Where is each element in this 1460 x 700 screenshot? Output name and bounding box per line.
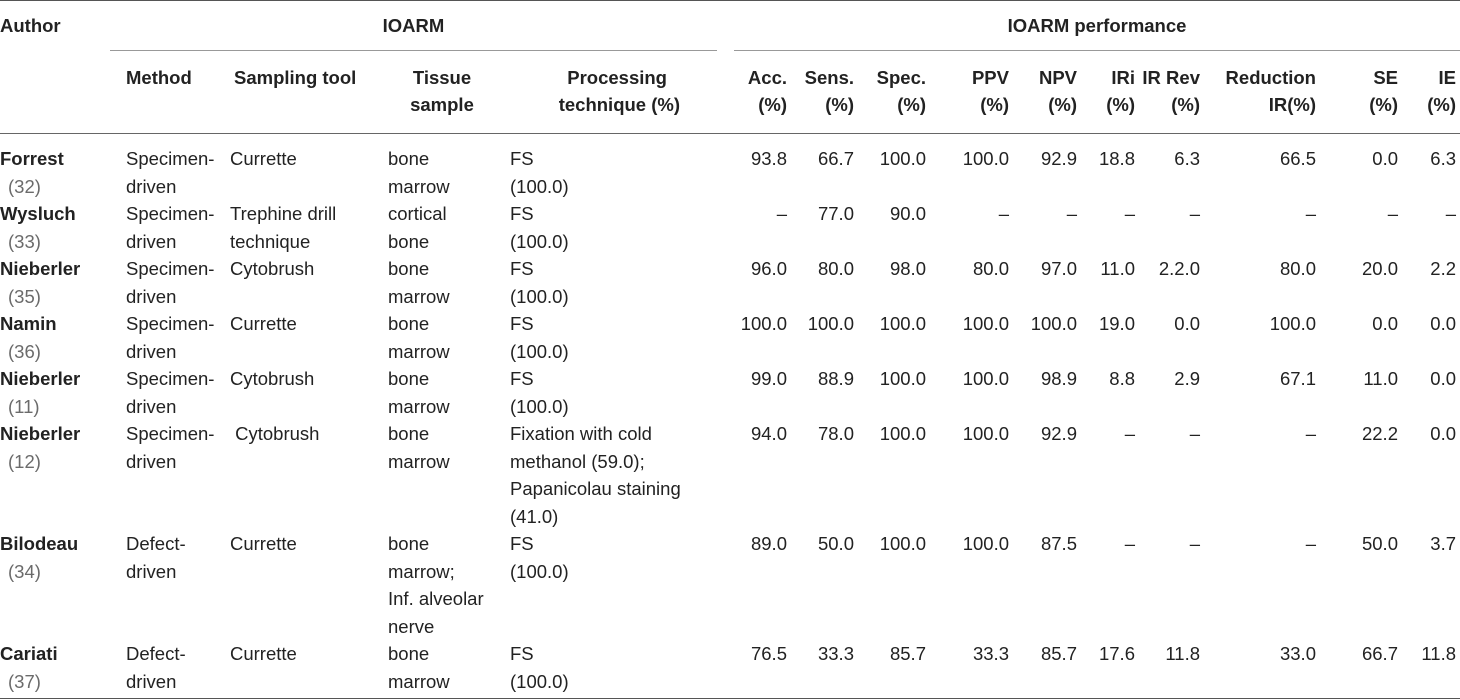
- cell-method: Specimen-: [126, 203, 215, 224]
- cell-npv: –: [1066, 203, 1077, 224]
- cell-sampling-tool: Currette: [230, 313, 297, 334]
- cell-reference: (11): [8, 395, 40, 417]
- cell-ie: 0.0: [1430, 368, 1456, 389]
- col-processing-1: Processing: [567, 67, 667, 88]
- cell-method: Specimen-: [126, 423, 215, 444]
- cell-se: 22.2: [1361, 423, 1398, 444]
- cell-irrev: 11.8: [1165, 643, 1200, 664]
- cell-acc: 96.0: [750, 258, 787, 279]
- ioarm-span-rule: [110, 50, 717, 51]
- cell-ppv: –: [998, 203, 1009, 224]
- col-reduction-2: IR(%): [1268, 94, 1316, 115]
- cell-sampling-tool: Cytobrush: [230, 258, 315, 279]
- cell-processing: methanol (59.0);: [510, 450, 645, 472]
- col-acc-2: (%): [758, 94, 787, 115]
- cell-sens: 80.0: [817, 258, 854, 279]
- top-rule: [0, 0, 1460, 1]
- cell-sens: 88.9: [817, 368, 854, 389]
- col-tissue-sample-2: sample: [410, 94, 474, 115]
- cell-npv: 98.9: [1040, 368, 1077, 389]
- cell-method: Specimen-: [126, 368, 215, 389]
- col-iri-1: IRi: [1111, 67, 1135, 88]
- cell-sens: 66.7: [817, 148, 854, 169]
- cell-tissue-sample: marrow;: [388, 560, 455, 582]
- cell-ppv: 100.0: [962, 313, 1009, 334]
- cell-spec: 98.0: [889, 258, 926, 279]
- cell-method: driven: [126, 340, 177, 362]
- cell-iri: 19.0: [1098, 313, 1135, 334]
- cell-irrev: –: [1189, 203, 1200, 224]
- cell-processing: FS: [510, 313, 534, 334]
- cell-sens: 50.0: [817, 533, 854, 554]
- col-sens-1: Sens.: [804, 67, 854, 88]
- cell-tissue-sample: bone: [388, 313, 430, 334]
- cell-author: Nieberler: [0, 258, 81, 279]
- cell-author: Bilodeau: [0, 533, 79, 554]
- col-se-2: (%): [1369, 94, 1398, 115]
- header-bottom-rule: [0, 133, 1460, 134]
- cell-sens: 77.0: [817, 203, 854, 224]
- cell-author: Nieberler: [0, 423, 81, 444]
- col-npv-2: (%): [1048, 94, 1077, 115]
- cell-ppv: 100.0: [962, 368, 1009, 389]
- cell-irrev: –: [1189, 533, 1200, 554]
- ioarm-header: IOARM: [382, 15, 445, 36]
- cell-processing: FS: [510, 643, 534, 664]
- cell-tissue-sample: bone: [388, 368, 430, 389]
- cell-acc: 76.5: [750, 643, 787, 664]
- col-tissue-sample-1: Tissue: [412, 67, 472, 88]
- col-reduction-1: Reduction: [1225, 67, 1316, 88]
- col-spec-1: Spec.: [876, 67, 926, 88]
- col-spec-2: (%): [897, 94, 926, 115]
- cell-method: Defect-: [126, 533, 186, 554]
- cell-reference: (12): [8, 450, 41, 472]
- cell-tissue-sample: marrow: [388, 395, 450, 417]
- col-processing-2: technique (%): [558, 94, 680, 115]
- cell-se: 20.0: [1361, 258, 1398, 279]
- col-acc-1: Acc.: [747, 67, 787, 88]
- cell-ie: 11.8: [1421, 643, 1456, 664]
- cell-npv: 92.9: [1040, 148, 1077, 169]
- cell-red: 66.5: [1279, 148, 1316, 169]
- cell-sens: 100.0: [807, 313, 854, 334]
- cell-method: driven: [126, 285, 177, 307]
- cell-ppv: 33.3: [972, 643, 1009, 664]
- cell-processing: (41.0): [510, 505, 559, 527]
- cell-irrev: 0.0: [1174, 313, 1200, 334]
- cell-processing: (100.0): [510, 175, 569, 197]
- cell-tissue-sample: Inf. alveolar: [388, 588, 484, 609]
- cell-reference: (33): [8, 230, 41, 252]
- cell-sens: 33.3: [817, 643, 854, 664]
- col-ie-1: IE: [1438, 67, 1456, 88]
- cell-red: 100.0: [1269, 313, 1316, 334]
- cell-tissue-sample: cortical: [388, 203, 447, 224]
- cell-ie: 0.0: [1430, 313, 1456, 334]
- cell-tissue-sample: nerve: [388, 615, 435, 637]
- cell-processing: (100.0): [510, 230, 569, 252]
- cell-author: Cariati: [0, 643, 58, 664]
- cell-se: 11.0: [1363, 368, 1398, 389]
- cell-ppv: 100.0: [962, 423, 1009, 444]
- cell-spec: 100.0: [879, 313, 926, 334]
- col-npv-1: NPV: [1038, 67, 1077, 88]
- cell-irrev: –: [1189, 423, 1200, 444]
- cell-reference: (35): [8, 285, 41, 307]
- cell-processing: Fixation with cold: [510, 423, 652, 444]
- cell-tissue-sample: bone: [388, 258, 430, 279]
- cell-tissue-sample: bone: [388, 643, 430, 664]
- cell-processing: (100.0): [510, 285, 569, 307]
- cell-method: driven: [126, 395, 177, 417]
- cell-author: Wysluch: [0, 203, 76, 224]
- cell-se: 0.0: [1372, 313, 1398, 334]
- cell-author: Forrest: [0, 148, 64, 169]
- cell-author: Namin: [0, 313, 57, 334]
- cell-red: –: [1305, 423, 1316, 444]
- cell-se: 0.0: [1372, 148, 1398, 169]
- cell-processing: FS: [510, 203, 534, 224]
- cell-ie: 6.3: [1430, 148, 1456, 169]
- col-ppv-2: (%): [980, 94, 1009, 115]
- cell-acc: 93.8: [750, 148, 787, 169]
- cell-tissue-sample: marrow: [388, 670, 450, 692]
- cell-npv: 97.0: [1040, 258, 1077, 279]
- performance-span-rule: [734, 50, 1460, 51]
- cell-iri: 8.8: [1109, 368, 1135, 389]
- cell-se: –: [1387, 203, 1398, 224]
- cell-red: –: [1305, 203, 1316, 224]
- cell-red: 80.0: [1279, 258, 1316, 279]
- cell-method: Defect-: [126, 643, 186, 664]
- cell-reference: (32): [8, 175, 41, 197]
- cell-npv: 100.0: [1030, 313, 1077, 334]
- cell-method: driven: [126, 230, 177, 252]
- author-header: Author: [0, 15, 61, 36]
- cell-tissue-sample: marrow: [388, 450, 450, 472]
- cell-red: 67.1: [1279, 368, 1316, 389]
- cell-npv: 92.9: [1040, 423, 1077, 444]
- cell-se: 66.7: [1361, 643, 1398, 664]
- performance-header: IOARM performance: [1007, 15, 1187, 36]
- cell-reference: (34): [8, 560, 41, 582]
- cell-sens: 78.0: [817, 423, 854, 444]
- cell-iri: –: [1124, 203, 1135, 224]
- cell-iri: –: [1124, 533, 1135, 554]
- cell-npv: 87.5: [1040, 533, 1077, 554]
- cell-ie: –: [1445, 203, 1456, 224]
- cell-acc: 99.0: [750, 368, 787, 389]
- cell-sampling-tool: Currette: [230, 533, 297, 554]
- cell-ppv: 100.0: [962, 148, 1009, 169]
- cell-acc: 100.0: [740, 313, 787, 334]
- cell-processing: Papanicolau staining: [510, 478, 681, 499]
- cell-acc: 94.0: [750, 423, 787, 444]
- col-ppv-1: PPV: [971, 67, 1009, 88]
- cell-ppv: 80.0: [972, 258, 1009, 279]
- cell-method: Specimen-: [126, 148, 215, 169]
- cell-sampling-tool: Currette: [230, 643, 297, 664]
- cell-iri: –: [1124, 423, 1135, 444]
- cell-spec: 100.0: [879, 368, 926, 389]
- cell-reference: (36): [8, 340, 41, 362]
- cell-tissue-sample: marrow: [388, 285, 450, 307]
- cell-processing: (100.0): [510, 670, 569, 692]
- cell-method: driven: [126, 175, 177, 197]
- cell-tissue-sample: bone: [388, 148, 430, 169]
- cell-se: 50.0: [1361, 533, 1398, 554]
- cell-tissue-sample: marrow: [388, 175, 450, 197]
- col-ie-2: (%): [1427, 94, 1456, 115]
- cell-reference: (37): [8, 670, 41, 692]
- cell-method: driven: [126, 560, 177, 582]
- cell-method: Specimen-: [126, 313, 215, 334]
- cell-author: Nieberler: [0, 368, 81, 389]
- cell-sampling-tool: Cytobrush: [230, 368, 315, 389]
- cell-processing: (100.0): [510, 395, 569, 417]
- cell-processing: FS: [510, 148, 534, 169]
- cell-processing: (100.0): [510, 560, 569, 582]
- cell-red: 33.0: [1279, 643, 1316, 664]
- cell-irrev: 6.3: [1174, 148, 1200, 169]
- col-ir-rev-1: IR Rev: [1142, 67, 1200, 88]
- cell-tissue-sample: bone: [388, 533, 430, 554]
- col-ir-rev-2: (%): [1171, 94, 1200, 115]
- bottom-rule: [0, 698, 1460, 699]
- cell-method: Specimen-: [126, 258, 215, 279]
- cell-processing: (100.0): [510, 340, 569, 362]
- cell-ie: 0.0: [1430, 423, 1456, 444]
- cell-acc: 89.0: [750, 533, 787, 554]
- cell-ie: 3.7: [1430, 533, 1456, 554]
- cell-irrev: 2.9: [1174, 368, 1200, 389]
- cell-spec: 85.7: [889, 643, 926, 664]
- cell-irrev: 2.2.0: [1158, 258, 1200, 279]
- col-se-1: SE: [1373, 67, 1398, 88]
- cell-spec: 100.0: [879, 423, 926, 444]
- cell-tissue-sample: marrow: [388, 340, 450, 362]
- col-method: Method: [126, 67, 192, 88]
- cell-acc: –: [776, 203, 787, 224]
- cell-ie: 2.2: [1430, 258, 1456, 279]
- cell-spec: 100.0: [879, 533, 926, 554]
- cell-spec: 90.0: [889, 203, 926, 224]
- cell-tissue-sample: bone: [388, 423, 430, 444]
- cell-ppv: 100.0: [962, 533, 1009, 554]
- cell-processing: FS: [510, 368, 534, 389]
- cell-iri: 17.6: [1098, 643, 1135, 664]
- cell-iri: 11.0: [1100, 258, 1135, 279]
- cell-sampling-tool: Currette: [230, 148, 297, 169]
- cell-sampling-tool: Cytobrush: [230, 423, 320, 444]
- cell-processing: FS: [510, 533, 534, 554]
- cell-processing: FS: [510, 258, 534, 279]
- col-iri-2: (%): [1106, 94, 1135, 115]
- cell-red: –: [1305, 533, 1316, 554]
- cell-npv: 85.7: [1040, 643, 1077, 664]
- col-sens-2: (%): [825, 94, 854, 115]
- cell-sampling-tool: technique: [230, 230, 311, 252]
- cell-tissue-sample: bone: [388, 230, 430, 252]
- cell-method: driven: [126, 450, 177, 472]
- col-sampling-tool: Sampling tool: [234, 67, 357, 88]
- cell-method: driven: [126, 670, 177, 692]
- cell-sampling-tool: Trephine drill: [230, 203, 337, 224]
- cell-spec: 100.0: [879, 148, 926, 169]
- cell-iri: 18.8: [1098, 148, 1135, 169]
